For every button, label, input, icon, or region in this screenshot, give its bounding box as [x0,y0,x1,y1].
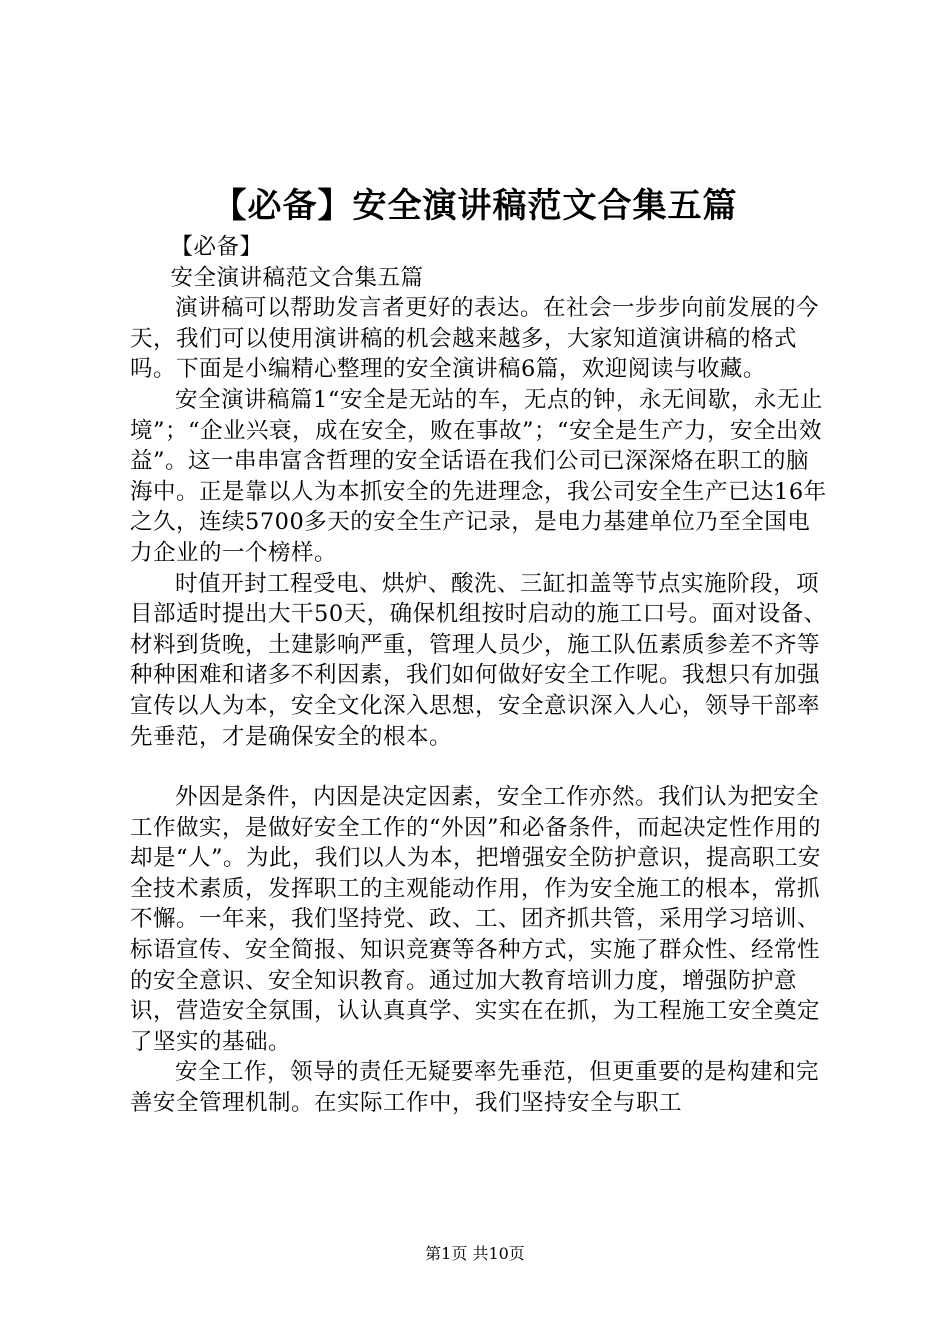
paragraph-internal-external: 外因是条件，内因是决定因素，安全工作亦然。我们认为把安全工作做实，是做好安全工作的“外因”和必备条件，而起决定性作用的却是“人”。为此，我们以人为本，把增强安全防护意识，提高职工安全技术素质，发挥职工的主观能动作用，作为安全施工的根本，常抓不懈。一年来，我们坚持党、政、工、团齐抓共管，采用学习培训、标语宣传、安全简报、知识竞赛等各种方式，实施了群众性、经常性的安全意识、安全知识教育。通过加大教育培训力度，增强防护意识，营造安全氛围，认认真真学、实实在在抓，为工程施工安全奠定了坚实的基础。 [130,784,822,1055]
paragraph-subtitle: 安全演讲稿范文合集五篇 [170,264,424,291]
document-body [130,232,830,1119]
document-title: 【必备】安全演讲稿范文合集五篇 [212,186,738,226]
paragraph-project-stage: 时值开封工程受电、烘炉、酸洗、三缸扣盖等节点实施阶段，项目部适时提出大干50天，确保机组按时启动的施工口号。面对设备、材料到货晚，土建影响严重，管理人员少，施工队伍素质参差不齐等种种困难和诸多不利因素，我们如何做好安全工作呢。我想只有加强宣传以人为本，安全文化深入思想，安全意识深入人心，领导干部率先垂范，才是确保安全的根本。 [130,570,827,750]
page-footer: 第1页 共10页 [425,1244,525,1263]
paragraph-speech-1: 安全演讲稿篇1“安全是无站的车，无点的钟，永无间歇，永无止境”；“企业兴衰，成在安全，败在事故”；“安全是生产力，安全出效益”。这一串串富含哲理的安全话语在我们公司已深深烙在职工的脑海中。正是靠以人为本抓安全的先进理念，我公司安全生产已达16年之久，连续5700多天的安全生产记录，是电力基建单位乃至全国电力企业的一个榜样。 [130,386,827,566]
paragraph-intro: 演讲稿可以帮助发言者更好的表达。在社会一步步向前发展的今天，我们可以使用演讲稿的机会越来越多，大家知道演讲稿的格式吗。下面是小编精心整理的安全演讲稿6篇，欢迎阅读与收藏。 [130,295,820,383]
paragraph-tag: 【必备】 [170,234,263,260]
paragraph-leadership: 安全工作，领导的责任无疑要率先垂范，但更重要的是构建和完善安全管理机制。在实际工作中，我们坚持安全与职工 [130,1059,820,1117]
